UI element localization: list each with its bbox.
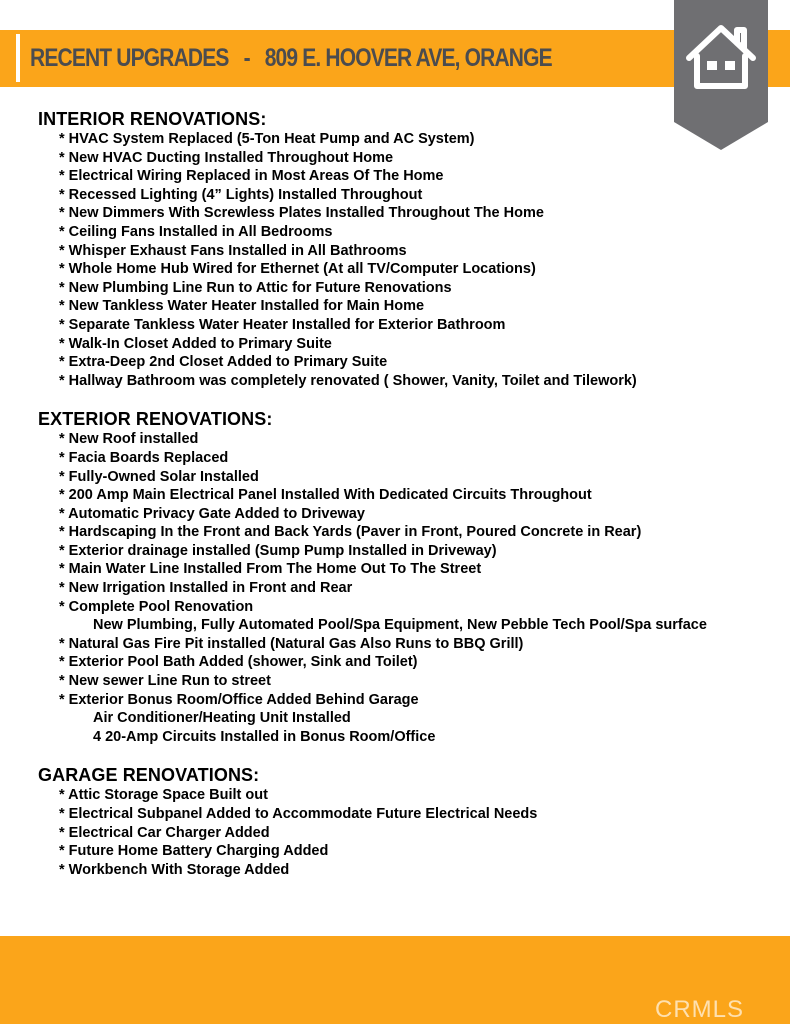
section-heading: GARAGE RENOVATIONS: bbox=[38, 765, 260, 786]
title-accent-bar bbox=[16, 34, 20, 82]
list-item: * Separate Tankless Water Heater Installed for Exterior Bathroom bbox=[59, 316, 506, 333]
list-item: * Electrical Wiring Replaced in Most Areas Of The Home bbox=[59, 168, 444, 185]
list-item: * Workbench With Storage Added bbox=[59, 861, 290, 878]
list-item: * Main Water Line Installed From The Home Out To The Street bbox=[59, 561, 482, 578]
list-item: * 200 Amp Main Electrical Panel Installed With Dedicated Circuits Throughout bbox=[59, 487, 592, 504]
page-title: RECENT UPGRADES - 809 E. HOOVER AVE, ORANGE bbox=[30, 44, 552, 72]
watermark: CRMLS bbox=[654, 996, 744, 1023]
list-item: * Hardscaping In the Front and Back Yards (Paver in Front, Poured Concrete in Rear) bbox=[59, 524, 642, 541]
list-item: * Ceiling Fans Installed in All Bedrooms bbox=[59, 223, 333, 240]
list-item: * Complete Pool Renovation bbox=[59, 598, 254, 615]
list-item: * Walk-In Closet Added to Primary Suite bbox=[59, 335, 332, 352]
list-item: * Whole Home Hub Wired for Ethernet (At all TV/Computer Locations) bbox=[59, 261, 536, 278]
list-item: * New Plumbing Line Run to Attic for Future Renovations bbox=[59, 279, 452, 296]
list-item: * Facia Boards Replaced bbox=[59, 449, 229, 466]
list-item: * New Tankless Water Heater Installed for Main Home bbox=[59, 298, 425, 315]
list-item: * Future Home Battery Charging Added bbox=[59, 843, 329, 860]
list-item: * New Dimmers With Screwless Plates Installed Throughout The Home bbox=[59, 205, 544, 222]
list-item: * Exterior Pool Bath Added (shower, Sink and Toilet) bbox=[59, 654, 418, 671]
section bbox=[38, 408, 778, 746]
list-item: * Hallway Bathroom was completely renovated ( Shower, Vanity, Toilet and Tilework) bbox=[59, 372, 637, 389]
list-item: * Attic Storage Space Built out bbox=[59, 787, 268, 804]
list-item: * Exterior Bonus Room/Office Added Behind Garage bbox=[59, 691, 419, 708]
list-item: * HVAC System Replaced (5-Ton Heat Pump and AC System) bbox=[59, 131, 475, 147]
list-item: * Fully-Owned Solar Installed bbox=[59, 468, 259, 485]
list-item: * Natural Gas Fire Pit installed (Natural Gas Also Runs to BBQ Grill) bbox=[59, 635, 524, 652]
section bbox=[38, 108, 778, 390]
item-list bbox=[38, 430, 778, 746]
list-item: * Whisper Exhaust Fans Installed in All Bathrooms bbox=[59, 242, 407, 259]
list-item: * New HVAC Ducting Installed Throughout Home bbox=[59, 149, 394, 166]
item-list bbox=[38, 786, 778, 879]
item-list bbox=[38, 130, 778, 390]
list-item: * Extra-Deep 2nd Closet Added to Primary Suite bbox=[59, 354, 388, 371]
list-item: * Recessed Lighting (4” Lights) Installed Throughout bbox=[59, 186, 423, 203]
section-heading: EXTERIOR RENOVATIONS: bbox=[38, 409, 273, 430]
list-item: * New Roof installed bbox=[59, 431, 199, 448]
section bbox=[38, 764, 778, 879]
list-item: * Electrical Subpanel Added to Accommodate Future Electrical Needs bbox=[59, 806, 538, 822]
list-item: * Electrical Car Charger Added bbox=[59, 824, 270, 841]
list-subitem: New Plumbing, Fully Automated Pool/Spa Equipment, New Pebble Tech Pool/Spa surface bbox=[93, 617, 707, 634]
list-item: * New sewer Line Run to street bbox=[59, 673, 271, 690]
list-item: * Exterior drainage installed (Sump Pump Installed in Driveway) bbox=[59, 542, 497, 559]
section-heading: INTERIOR RENOVATIONS: bbox=[38, 109, 267, 129]
renovations-list bbox=[38, 108, 778, 897]
list-subitem: 4 20-Amp Circuits Installed in Bonus Room/Office bbox=[93, 728, 436, 745]
list-item: * Automatic Privacy Gate Added to Driveway bbox=[59, 505, 365, 522]
list-subitem: Air Conditioner/Heating Unit Installed bbox=[93, 710, 351, 727]
list-item: * New Irrigation Installed in Front and Rear bbox=[59, 580, 353, 597]
